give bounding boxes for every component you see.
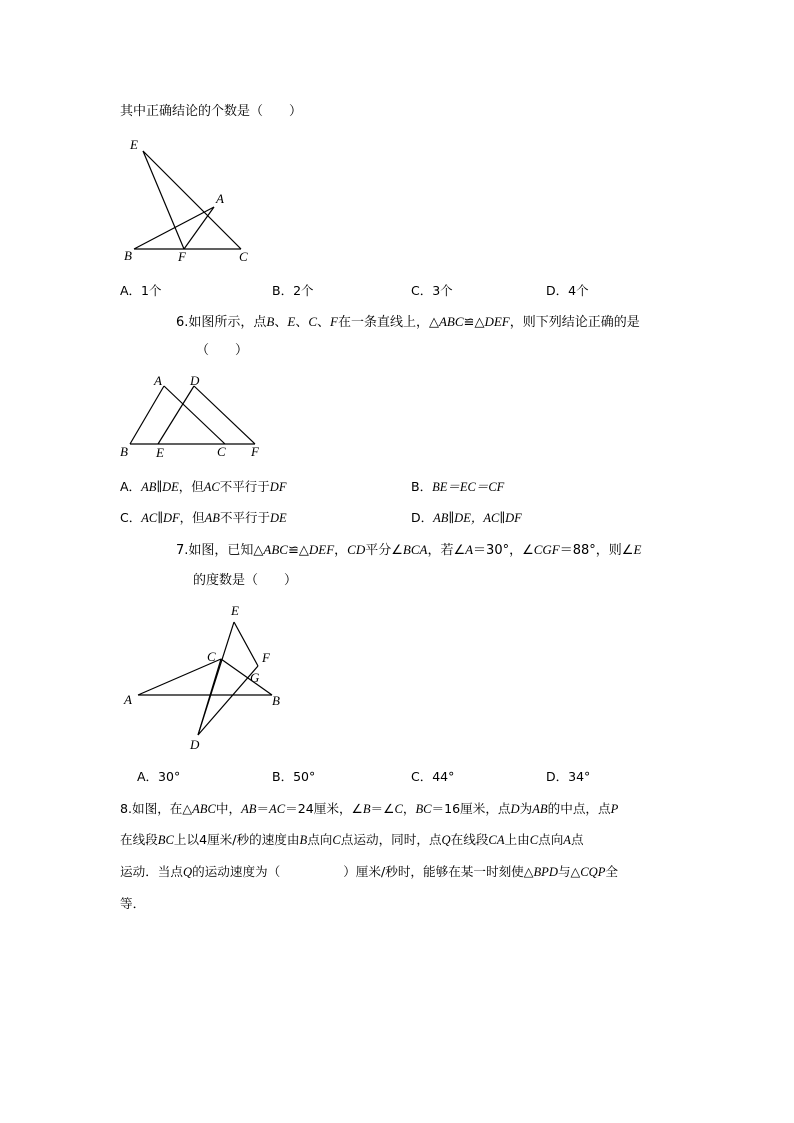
segment-EF <box>143 151 184 249</box>
label-C: C <box>207 649 216 664</box>
label-E: E <box>231 603 239 618</box>
q6-option-a: A．AB∥DE，但AC不平行于DF <box>120 479 287 494</box>
q6-option-d: D．AB∥DE，AC∥DF <box>411 510 522 525</box>
label-E: E <box>130 137 138 152</box>
figure-q7 <box>118 600 293 755</box>
segment-BA <box>130 386 164 444</box>
label-C: C <box>239 249 248 264</box>
q8-line-2: 在线段BC上以4厘米/秒的速度由B点向C点运动，同时，点Q在线段CA上由C点向A点 <box>120 832 584 847</box>
segment-AC <box>138 659 221 695</box>
segment-AC <box>164 386 225 444</box>
q6-option-c: C．AC∥DF，但AB不平行于DE <box>120 510 287 525</box>
label-C: C <box>217 444 226 459</box>
q7-stem: 7.如图，已知△ABC≌△DEF，CD平分∠BCA，若∠A＝30°，∠CGF＝88°，则∠E <box>176 542 642 558</box>
segment-AF <box>184 207 214 249</box>
q8-line-3: 运动．当点Q的运动速度为（ ）厘米/秒时，能够在某一时刻使△BPD与△CQP全 <box>120 864 618 879</box>
label-B: B <box>120 444 128 459</box>
figure-q6 <box>116 370 266 462</box>
label-A: A <box>154 373 162 388</box>
q7-stem-line2: 的度数是（ ） <box>193 573 298 588</box>
label-A: A <box>216 191 224 206</box>
q6-answer-bracket: （ ） <box>196 343 249 358</box>
label-F: F <box>262 650 270 665</box>
q5-prompt: 其中正确结论的个数是（ ） <box>120 104 303 119</box>
segment-EC <box>143 151 241 249</box>
label-D: D <box>190 373 200 388</box>
segment-DE <box>198 622 234 735</box>
label-B: B <box>124 248 132 263</box>
q7-option-a: A．30° <box>137 769 181 784</box>
q5-option-d: D．4个 <box>546 283 589 298</box>
label-B: B <box>272 693 280 708</box>
label-D: D <box>190 737 200 752</box>
q5-option-b: B．2个 <box>272 283 314 298</box>
q5-option-c: C．3个 <box>411 283 453 298</box>
q8-line-1: 8.如图，在△ABC中，AB＝AC＝24厘米，∠B＝∠C，BC＝16厘米，点D为AB的中点，点P <box>120 801 619 816</box>
figure-q5 <box>118 134 268 266</box>
segment-DF <box>194 386 255 444</box>
segment-DF <box>198 666 258 735</box>
segment-ED <box>158 386 194 444</box>
q6-option-b: B．BE＝EC＝CF <box>411 479 505 494</box>
q7-option-c: C．44° <box>411 769 455 784</box>
label-A: A <box>124 692 132 707</box>
q7-option-b: B．50° <box>272 769 316 784</box>
q6-stem: 6.如图所示，点B、E、C、F在一条直线上，△ABC≌△DEF，则下列结论正确的是 <box>176 314 640 330</box>
label-F: F <box>251 444 259 459</box>
q7-option-d: D．34° <box>546 769 591 784</box>
segment-EF <box>234 622 258 666</box>
label-G: G <box>250 670 260 685</box>
label-E: E <box>156 445 164 460</box>
q5-option-a: A．1个 <box>120 283 162 298</box>
segment-BA <box>134 207 214 249</box>
label-F: F <box>178 249 186 264</box>
q8-line-4: 等． <box>120 896 146 911</box>
